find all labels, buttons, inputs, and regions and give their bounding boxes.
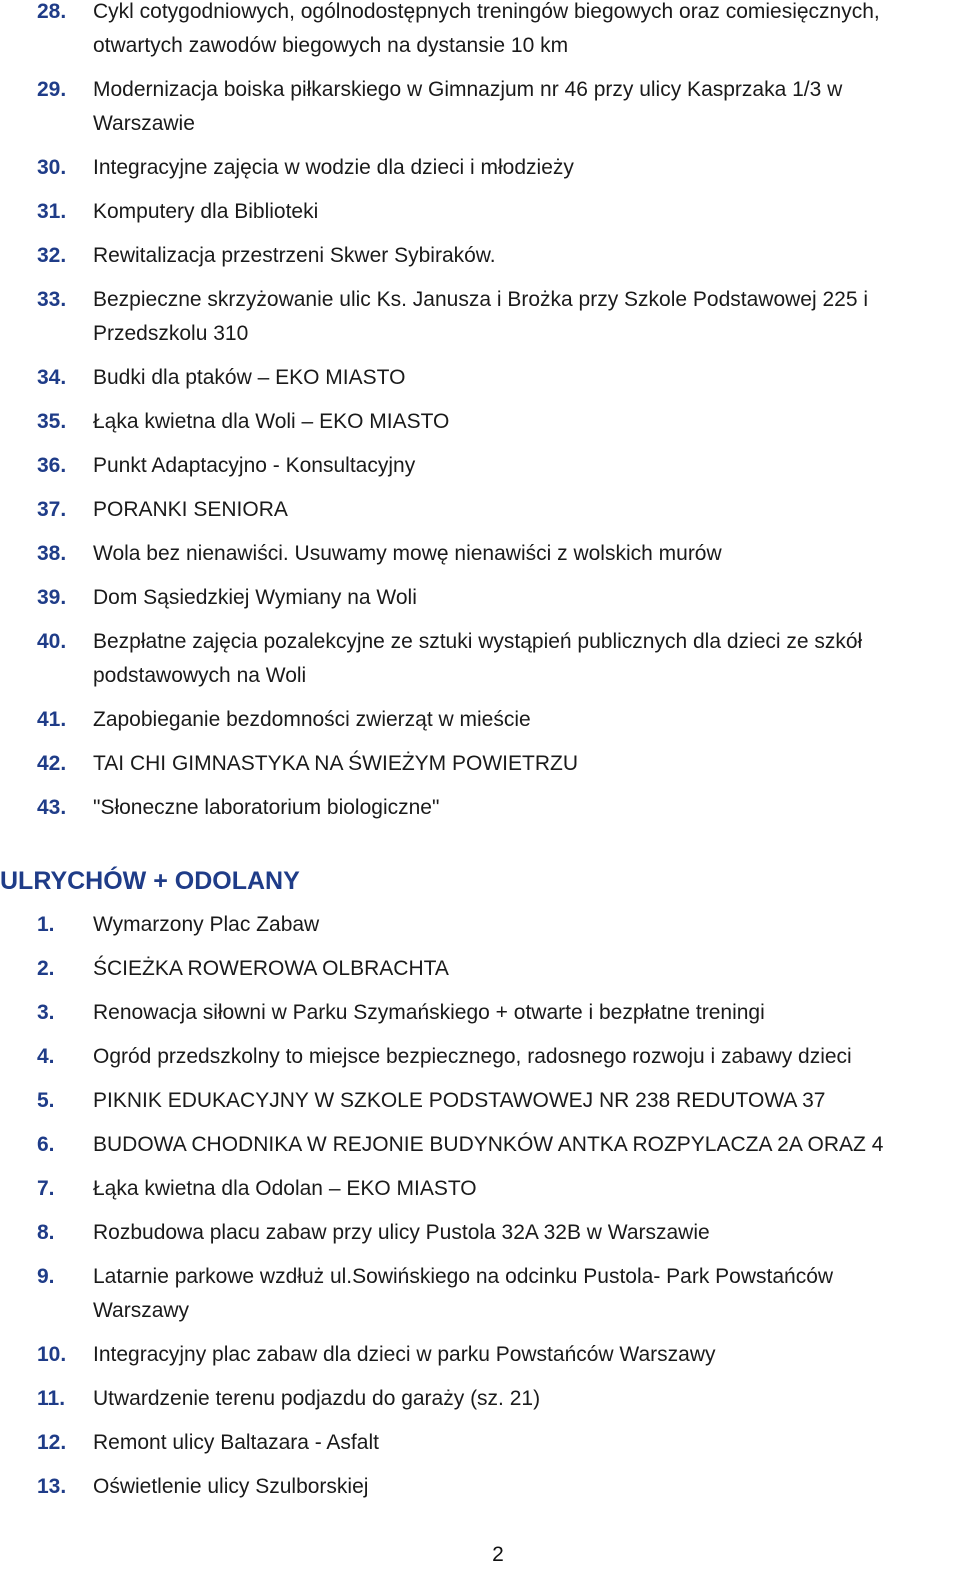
item-number: 35. (37, 410, 67, 433)
list-item (0, 581, 960, 615)
item-number: 29. (37, 78, 67, 101)
item-number: 36. (37, 454, 67, 477)
list-item (0, 405, 960, 439)
item-text: Łąka kwietna dla Odolan – EKO MIASTO (93, 1177, 477, 1200)
page-number: 2 (492, 1543, 504, 1566)
item-number: 1. (37, 913, 55, 936)
list-item (0, 195, 960, 229)
list-item (0, 1040, 960, 1074)
item-text: Bezpłatne zajęcia pozalekcyjne ze sztuki wystąpień publicznych dla dzieci ze szkół podstawowych na Woli (93, 630, 863, 687)
item-text: Wola bez nienawiści. Usuwamy mowę nienawiści z wolskich murów (93, 542, 722, 565)
item-text: Wymarzony Plac Zabaw (93, 913, 320, 936)
list-item (0, 449, 960, 483)
item-text: Integracyjne zajęcia w wodzie dla dzieci i młodzieży (93, 156, 574, 179)
item-number: 3. (37, 1001, 55, 1024)
item-text: ŚCIEŻKA ROWEROWA OLBRACHTA (93, 957, 449, 980)
list-item (0, 1084, 960, 1118)
item-number: 10. (37, 1343, 67, 1366)
item-text: Cykl cotygodniowych, ogólnodostępnych treningów biegowych oraz comiesięcznych, otwartych zawodów biegowych na dystansie 10 km (93, 0, 880, 57)
item-number: 5. (37, 1089, 55, 1112)
item-number: 32. (37, 244, 67, 267)
item-text: Budki dla ptaków – EKO MIASTO (93, 366, 406, 389)
item-text: Punkt Adaptacyjno - Konsultacyjny (93, 454, 416, 477)
list-item (0, 952, 960, 986)
item-number: 7. (37, 1177, 55, 1200)
item-text: Rewitalizacja przestrzeni Skwer Sybiraków. (93, 244, 496, 267)
item-text: Integracyjny plac zabaw dla dzieci w parku Powstańców Warszawy (93, 1343, 716, 1366)
item-text: Łąka kwietna dla Woli – EKO MIASTO (93, 410, 450, 433)
item-text: BUDOWA CHODNIKA W REJONIE BUDYNKÓW ANTKA ROZPYLACZA 2A ORAZ 4 (93, 1133, 884, 1156)
item-number: 33. (37, 288, 67, 311)
project-list-ulrychow-odolany (0, 908, 960, 1514)
item-number: 9. (37, 1265, 55, 1288)
list-item (0, 283, 960, 351)
list-item (0, 1260, 960, 1328)
list-item (0, 791, 960, 825)
item-text: Oświetlenie ulicy Szulborskiej (93, 1475, 369, 1498)
item-number: 43. (37, 796, 67, 819)
item-text: Remont ulicy Baltazara - Asfalt (93, 1431, 379, 1454)
item-text: TAI CHI GIMNASTYKA NA ŚWIEŻYM POWIETRZU (93, 752, 578, 775)
item-text: Zapobieganie bezdomności zwierząt w mieście (93, 708, 531, 731)
item-number: 28. (37, 0, 67, 23)
list-item (0, 747, 960, 781)
item-text: Renowacja siłowni w Parku Szymańskiego + otwarte i bezpłatne treningi (93, 1001, 765, 1024)
item-text: Rozbudowa placu zabaw przy ulicy Pustola 32A 32B w Warszawie (93, 1221, 710, 1244)
list-item (0, 908, 960, 942)
list-item (0, 625, 960, 693)
list-item (0, 1338, 960, 1372)
item-number: 2. (37, 957, 55, 980)
item-text: Latarnie parkowe wzdłuż ul.Sowińskiego na odcinku Pustola- Park Powstańców Warszawy (93, 1265, 834, 1322)
list-item (0, 73, 960, 141)
list-item (0, 1382, 960, 1416)
item-number: 30. (37, 156, 67, 179)
list-item (0, 239, 960, 273)
list-item (0, 703, 960, 737)
list-item (0, 1128, 960, 1162)
section-heading: ULRYCHÓW + ODOLANY (0, 867, 300, 895)
list-item (0, 1426, 960, 1460)
item-number: 42. (37, 752, 67, 775)
item-number: 34. (37, 366, 67, 389)
item-number: 8. (37, 1221, 55, 1244)
item-number: 40. (37, 630, 67, 653)
item-number: 11. (37, 1387, 66, 1410)
item-number: 4. (37, 1045, 55, 1068)
list-item (0, 1470, 960, 1504)
item-text: Modernizacja boiska piłkarskiego w Gimnazjum nr 46 przy ulicy Kasprzaka 1/3 w Warszawie (93, 78, 843, 135)
item-text: Ogród przedszkolny to miejsce bezpiecznego, radosnego rozwoju i zabawy dzieci (93, 1045, 852, 1068)
item-number: 37. (37, 498, 67, 521)
item-text: Dom Sąsiedzkiej Wymiany na Woli (93, 586, 417, 609)
item-number: 39. (37, 586, 67, 609)
list-item (0, 493, 960, 527)
item-text: Utwardzenie terenu podjazdu do garaży (sz. 21) (93, 1387, 541, 1410)
item-text: "Słoneczne laboratorium biologiczne" (93, 796, 440, 819)
list-item (0, 996, 960, 1030)
list-item (0, 151, 960, 185)
item-number: 13. (37, 1475, 67, 1498)
list-item (0, 0, 960, 63)
list-item (0, 537, 960, 571)
item-number: 41. (37, 708, 67, 731)
item-text: Komputery dla Biblioteki (93, 200, 319, 223)
item-number: 6. (37, 1133, 55, 1156)
item-number: 12. (37, 1431, 67, 1454)
item-text: Bezpieczne skrzyżowanie ulic Ks. Janusza i Brożka przy Szkole Podstawowej 225 i Przedszkolu 310 (93, 288, 869, 345)
list-item (0, 1172, 960, 1206)
item-number: 31. (37, 200, 67, 223)
item-number: 38. (37, 542, 67, 565)
list-item (0, 1216, 960, 1250)
item-text: PIKNIK EDUKACYJNY W SZKOLE PODSTAWOWEJ NR 238 REDUTOWA 37 (93, 1089, 826, 1112)
item-text: PORANKI SENIORA (93, 498, 288, 521)
list-item (0, 361, 960, 395)
